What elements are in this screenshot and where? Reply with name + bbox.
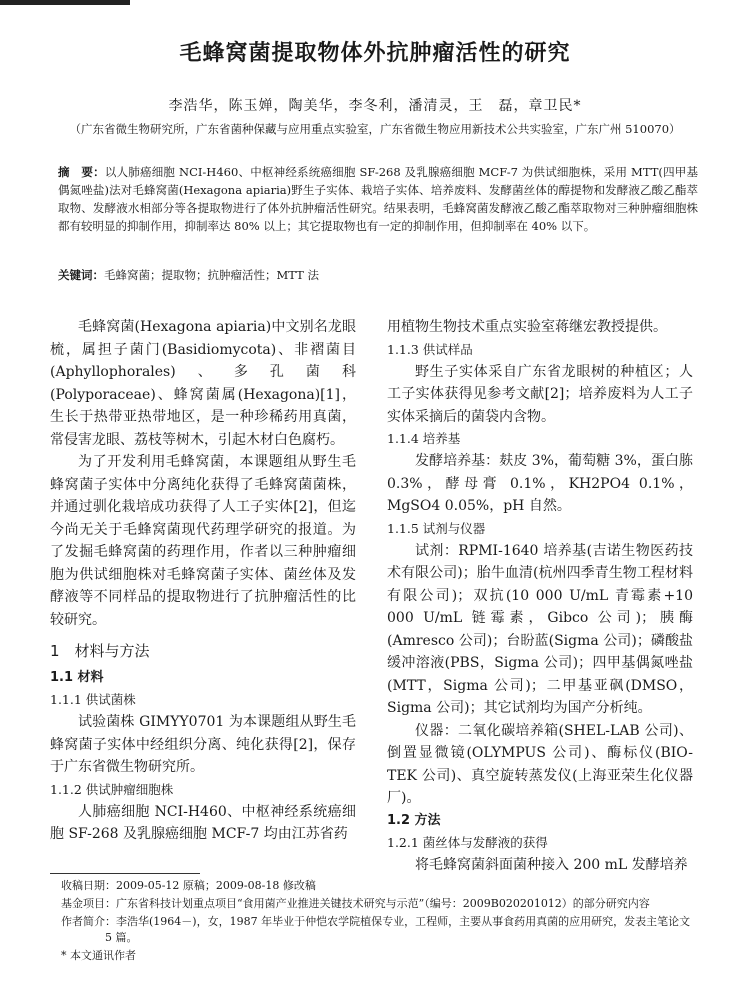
keywords-label: 关键词： [58, 268, 104, 282]
intro-paragraph-1: 毛蜂窝菌(Hexagona apiaria)中文别名龙眼梳，属担子菌门(Basidiomycota)、非褶菌目(Aphyllophorales)、多孔菌科(Polyporaceae)、蜂窝菌属(Hexagona)[1]，生长于热带亚热带地区，是一种珍稀药用真菌，常侵害龙眼、荔枝等树木，引起木材白色腐朽。 [50, 319, 356, 448]
abstract [58, 163, 698, 235]
cell-line-paragraph: 人肺癌细胞 NCI-H460、中枢神经系统癌细胞 SF-268 及乳腺癌细胞 MCF-7 均由江苏省药 [50, 803, 356, 842]
medium-paragraph: 发酵培养基：麸皮 3%，葡萄糖 3%，蛋白胨 0.3%，酵母膏 0.1%，KH2PO4 0.1%，MgSO4 0.05%，pH 自然。 [387, 453, 693, 514]
keywords-text: 毛蜂窝菌；提取物；抗肿瘤活性；MTT 法 [104, 268, 319, 282]
left-column [50, 316, 356, 846]
strain-paragraph: 试验菌株 GIMYY0701 为本课题组从野生毛蜂窝菌子实体中经组织分离、纯化获得[2]，保存于广东省微生物研究所。 [50, 714, 356, 775]
section-heading-1-1-2: 1.1.2 供试肿瘤细胞株 [50, 781, 174, 797]
right-column [387, 316, 693, 876]
section-heading-1-2: 1.2 方法 [387, 812, 441, 828]
sample-paragraph: 野生子实体采自广东省龙眼树的种植区；人工子实体获得见参考文献[2]；培养废料为人工子实体采摘后的菌袋内含物。 [387, 363, 693, 425]
cell-line-paragraph-cont: 用植物生物技术重点实验室蒋继宏教授提供。 [387, 319, 667, 335]
affiliation: （广东省微生物研究所，广东省菌种保藏与应用重点实验室，广东省微生物应用新技术公共实验室，广东广州 510070） [69, 122, 681, 136]
section-heading-1-1: 1.1 材料 [50, 670, 104, 685]
section-heading-1-1-4: 1.1.4 培养基 [387, 431, 461, 446]
section-heading-1-2-1: 1.2.1 菌丝体与发酵液的获得 [387, 834, 548, 850]
corresponding-note: * 本文通讯作者 [61, 949, 136, 962]
section-heading-1: 1 材料与方法 [50, 642, 150, 660]
section-heading-1-1-3: 1.1.3 供试样品 [387, 341, 473, 357]
abstract-label: 摘 要： [58, 165, 105, 179]
received-date: 收稿日期：2009-05-12 原稿；2009-08-18 修改稿 [61, 879, 316, 892]
fund-note: 基金项目：广东省科技计划重点项目“食用菌产业推进关键技术研究与示范”（编号：2009B020201012）的部分研究内容 [61, 897, 650, 910]
author-list: 李浩华，陈玉婵，陶美华，李冬利，潘清灵，王 磊，章卫民* [168, 98, 582, 114]
reagents-paragraph: 试剂：RPMI-1640 培养基(吉诺生物医药技术有限公司)；胎牛血清(杭州四季青生物工程材料有限公司)；双抗(10 000 U/mL 青霉素+10 000 U/mL 链霉素，Gibco 公司)；胰酶(Amresco 公司)；台盼蓝(Sigma 公司)；磷酸盐缓冲溶液(PBS，Sigma 公司)；四甲基偶氮唑盐(MTT，Sigma 公司)；二甲基亚砜(DMSO，Sigma 公司)；其它试剂均为国产分析纯。 [387, 542, 693, 716]
section-heading-1-1-1: 1.1.1 供试菌株 [50, 692, 136, 707]
abstract-text: 以人肺癌细胞 NCI-H460、中枢神经系统癌细胞 SF-268 及乳腺癌细胞 MCF-7 为供试细胞株，采用 MTT(四甲基偶氮唑盐)法对毛蜂窝菌(Hexagona apiaria)野生子实体、栽培子实体、培养废料、发酵菌丝体的醇提物和发酵液乙酸乙酯萃取物、发酵液水相部分等各提取物进行了体外抗肿瘤活性研究。结果表明，毛蜂窝菌发酵液乙酸乙酯萃取物对三种肿瘤细胞株都有较明显的抑制作用，抑制率达 80% 以上；其它提取物也有一定的抑制作用，但抑制率在 40% 以下。 [58, 165, 699, 233]
footnotes [50, 873, 700, 966]
intro-paragraph-2: 为了开发利用毛蜂窝菌，本课题组从野生毛蜂窝菌子实体中分离纯化获得了毛蜂窝菌菌株，并通过驯化栽培成功获得了人工子实体[2]，但迄今尚无关于毛蜂窝菌现代药理学研究的报道。为了发掘毛蜂窝菌的药理作用，作者以三种肿瘤细胞为供试细胞株对毛蜂窝菌子实体、菌丝体及发酵液等不同样品的提取物进行了抗肿瘤活性的比较研究。 [50, 454, 356, 628]
header-bar [0, 0, 130, 5]
footnote-rule [50, 873, 200, 874]
author-bio: 作者简介：李浩华(1964－)，女，1987 年毕业于仲恺农学院植保专业，工程师，主要从事食药用真菌的应用研究，发表主笔论文 5 篇。 [61, 915, 691, 944]
method-paragraph: 将毛蜂窝菌斜面菌种接入 200 mL 发酵培养 [415, 856, 688, 873]
section-heading-1-1-5: 1.1.5 试剂与仪器 [387, 520, 486, 536]
paper-title: 毛蜂窝菌提取物体外抗肿瘤活性的研究 [179, 41, 571, 66]
keywords [58, 267, 698, 283]
instruments-paragraph: 仪器：二氧化碳培养箱(SHEL-LAB 公司)、倒置显微镜(OLYMPUS 公司)、酶标仪(BIO-TEK 公司)、真空旋转蒸发仪(上海亚荣生化仪器厂)。 [387, 722, 693, 806]
